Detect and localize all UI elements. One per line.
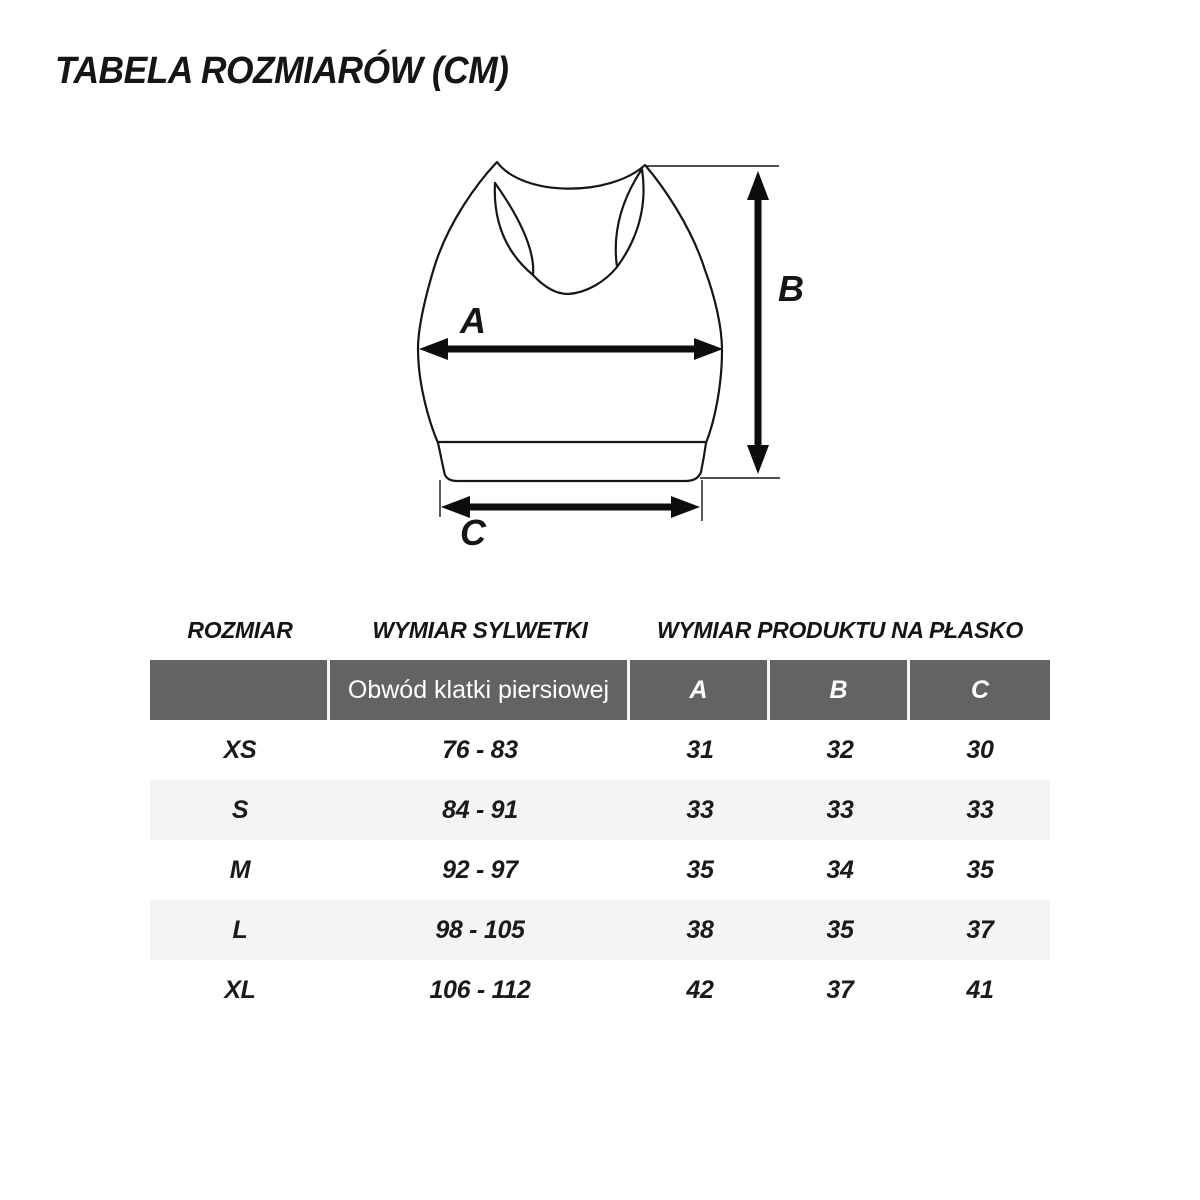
dimension-a-arrow xyxy=(419,338,723,360)
a-cell: 31 xyxy=(686,735,714,764)
left-armhole-curve xyxy=(495,183,533,275)
b-cell: 35 xyxy=(826,915,854,944)
table-row-xs xyxy=(150,720,1050,780)
size-table xyxy=(150,608,1050,1020)
table-row-l xyxy=(150,900,1050,960)
chest-cell: 84 - 91 xyxy=(442,795,518,824)
a-cell: 35 xyxy=(686,855,714,884)
table-row-m xyxy=(150,840,1050,900)
chest-cell: 98 - 105 xyxy=(435,915,525,944)
chest-cell: 106 - 112 xyxy=(429,975,531,1004)
size-cell: S xyxy=(231,795,249,824)
b-cell: 37 xyxy=(826,975,854,1004)
group-header-body-measure: WYMIAR SYLWETKI xyxy=(372,616,588,643)
b-cell: 34 xyxy=(826,855,854,884)
column-header-chest: Obwód klatki piersiowej xyxy=(330,660,630,720)
c-cell: 33 xyxy=(966,795,994,824)
column-header-a: A xyxy=(630,660,770,720)
size-cell: M xyxy=(229,855,251,884)
c-cell: 41 xyxy=(966,975,994,1004)
a-cell: 42 xyxy=(686,975,714,1004)
table-row-s xyxy=(150,780,1050,840)
table-row-xl xyxy=(150,960,1050,1020)
group-header-product-flat: WYMIAR PRODUKTU NA PŁASKO xyxy=(656,616,1024,643)
dimension-a-label: A xyxy=(460,300,486,341)
a-cell: 38 xyxy=(686,915,714,944)
size-cell: XS xyxy=(223,735,257,764)
back-scoop-curve xyxy=(533,267,617,294)
c-cell: 35 xyxy=(966,855,994,884)
table-column-header-row xyxy=(150,660,1050,720)
right-armhole-curve xyxy=(616,169,644,267)
c-cell: 30 xyxy=(966,735,994,764)
dimension-b-arrow xyxy=(747,171,769,474)
size-cell: XL xyxy=(224,975,256,1004)
dimension-b-label: B xyxy=(778,268,804,309)
group-header-size: ROZMIAR xyxy=(187,616,293,643)
dimension-c-label: C xyxy=(460,512,486,553)
page-title: TABELA ROZMIARÓW (CM) xyxy=(55,50,509,92)
a-cell: 33 xyxy=(686,795,714,824)
column-header-c: C xyxy=(910,660,1050,720)
chest-cell: 76 - 83 xyxy=(442,735,518,764)
column-header-b: B xyxy=(770,660,910,720)
chest-cell: 92 - 97 xyxy=(442,855,518,884)
b-cell: 32 xyxy=(826,735,854,764)
table-group-header-row xyxy=(150,608,1050,652)
column-header-empty xyxy=(150,660,330,720)
size-cell: L xyxy=(232,915,248,944)
b-cell: 33 xyxy=(826,795,854,824)
c-cell: 37 xyxy=(966,915,994,944)
